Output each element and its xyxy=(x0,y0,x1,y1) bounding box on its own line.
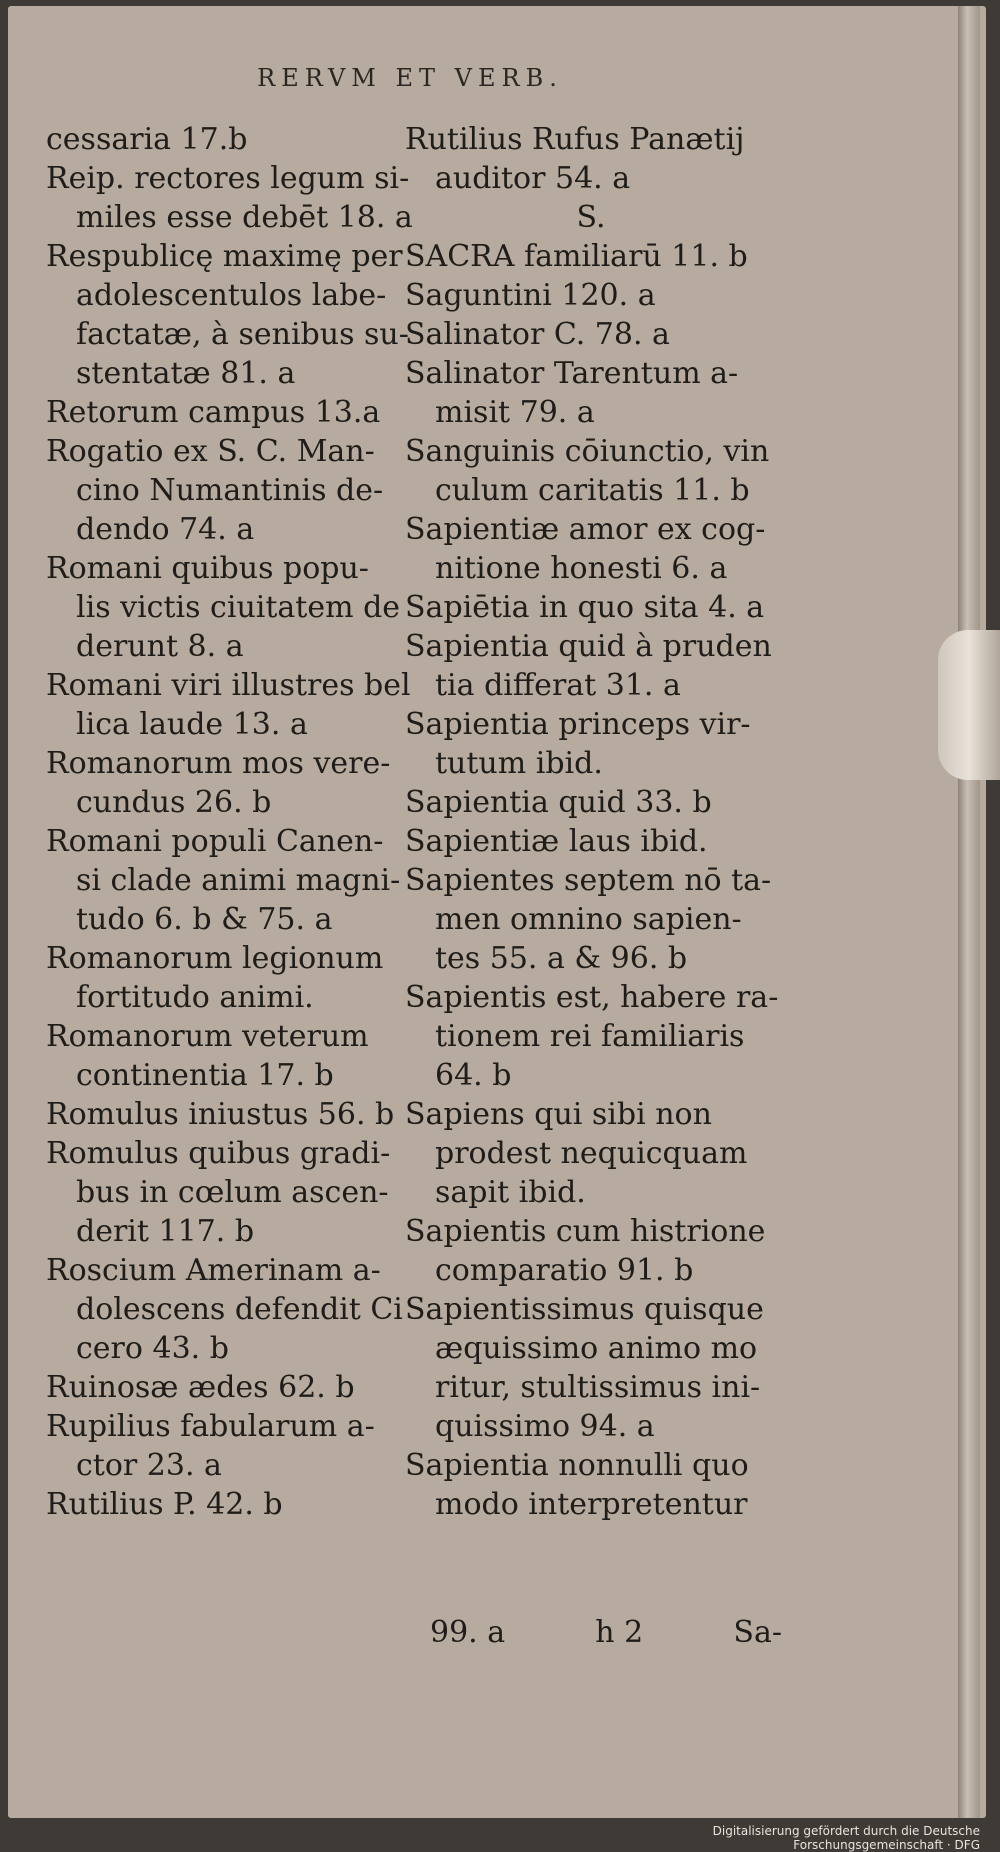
index-entry-line: Retorum campus 13.a xyxy=(46,395,381,430)
index-entry-line: Rogatio ex S. C. Man- xyxy=(46,434,375,469)
index-entry-line: Sapientia nonnulli quo xyxy=(405,1448,749,1483)
digitization-credit: Digitalisierung gefördert durch die Deutsche Forschungsgemeinschaft · DFG xyxy=(712,1824,980,1852)
index-entry-line: S. xyxy=(576,200,606,235)
index-entry-line: Romanorum legionum xyxy=(46,941,384,976)
index-entry-line: stentatæ 81. a xyxy=(76,356,296,391)
index-entry-line: ctor 23. a xyxy=(76,1448,222,1483)
index-entry-line: 64. b xyxy=(435,1058,512,1093)
index-entry-line: cino Numantinis de- xyxy=(76,473,384,508)
index-entry xyxy=(46,822,401,939)
index-entry xyxy=(405,783,777,822)
index-entry-line: cessaria 17.b xyxy=(46,122,248,157)
index-entry-line: tia differat 31. a xyxy=(435,668,681,703)
index-entry-line: tionem rei familiaris xyxy=(435,1019,745,1054)
index-entry xyxy=(405,705,777,783)
index-entry xyxy=(46,744,391,822)
index-entry-line: SACRA familiarū 11. b xyxy=(405,239,748,274)
index-entry-line: sapit ibid. xyxy=(435,1175,586,1210)
page-footer xyxy=(430,1615,782,1650)
index-entry-line: cero 43. b xyxy=(76,1331,229,1366)
index-entry xyxy=(405,627,777,705)
index-entry-line: tes 55. a & 96. b xyxy=(435,941,688,976)
index-entry-line: cundus 26. b xyxy=(76,785,272,820)
index-entry-line: Sapientis est, habere ra- xyxy=(405,980,779,1015)
index-entry xyxy=(405,354,777,432)
index-entry-line: Rutilius P. 42. b xyxy=(46,1487,283,1522)
index-entry xyxy=(405,822,777,861)
index-entry-line: misit 79. a xyxy=(435,395,595,430)
index-entry-line: Salinator C. 78. a xyxy=(405,317,670,352)
index-entry xyxy=(405,120,777,198)
signature-mark: h 2 xyxy=(595,1615,644,1650)
index-entry-line: quissimo 94. a xyxy=(435,1409,655,1444)
index-entry xyxy=(405,588,777,627)
index-entry-line: Reip. rectores legum si- xyxy=(46,161,410,196)
index-entry-line: æquissimo animo mo xyxy=(435,1331,758,1366)
index-entry xyxy=(405,315,777,354)
index-entry-line: prodest nequicquam xyxy=(435,1136,748,1171)
index-entry-line: dolescens defendit Ci xyxy=(76,1292,403,1327)
index-entry xyxy=(46,1095,395,1134)
index-entry-line: Respublicę maximę per xyxy=(46,239,403,274)
index-entry-line: Sapientiæ amor ex cog- xyxy=(405,512,766,547)
index-entry xyxy=(46,393,381,432)
index-entry xyxy=(405,1095,777,1212)
index-entry-line: fortitudo animi. xyxy=(76,980,314,1015)
index-entry-line: derunt 8. a xyxy=(76,629,244,664)
index-entry xyxy=(46,1368,376,1407)
index-entry xyxy=(46,549,401,666)
index-entry xyxy=(405,1212,777,1290)
index-entry xyxy=(46,1485,376,1524)
index-entry xyxy=(405,510,777,588)
index-entry xyxy=(46,237,409,393)
index-entry xyxy=(46,666,411,744)
index-entry-line: Rupilius fabularum a- xyxy=(46,1409,375,1444)
catchword: Sa- xyxy=(733,1615,782,1650)
index-entry-line: lis victis ciuitatem de xyxy=(76,590,401,625)
index-entry xyxy=(46,432,384,549)
index-entry-line: Sapiens qui sibi non xyxy=(405,1097,712,1132)
index-entry-line: derit 117. b xyxy=(76,1214,255,1249)
index-entry xyxy=(46,1407,376,1485)
index-entry-line: Sapientia princeps vir- xyxy=(405,707,751,742)
index-entry-line: culum caritatis 11. b xyxy=(435,473,750,508)
index-entry xyxy=(46,1134,391,1251)
index-entry xyxy=(46,159,413,237)
index-entry-line: si clade animi magni- xyxy=(76,863,401,898)
index-entry-line: Romanorum mos vere- xyxy=(46,746,391,781)
index-entry-line: tudo 6. b & 75. a xyxy=(76,902,333,937)
index-entry-line: Romani populi Canen- xyxy=(46,824,384,859)
index-entry-line: dendo 74. a xyxy=(76,512,255,547)
index-entry xyxy=(46,939,384,1017)
index-entry xyxy=(405,1446,777,1524)
index-entry xyxy=(405,861,777,978)
index-entry-line: lica laude 13. a xyxy=(76,707,308,742)
index-entry-line: Sapientis cum histrione xyxy=(405,1214,766,1249)
index-column-right xyxy=(405,120,777,1524)
index-entry xyxy=(405,1290,777,1446)
running-title: RERVM ET VERB. xyxy=(257,64,563,92)
index-entry xyxy=(405,198,777,237)
index-entry-line: adolescentulos labe- xyxy=(76,278,387,313)
index-column-left xyxy=(46,120,413,1524)
index-entry-line: Sapientissimus quisque xyxy=(405,1292,764,1327)
index-entry xyxy=(405,276,777,315)
index-entry-line: Romanorum veterum xyxy=(46,1019,369,1054)
index-entry-line: Sanguinis cōiunctio, vin xyxy=(405,434,770,469)
index-entry-line: Sapientiæ laus ibid. xyxy=(405,824,708,859)
footer-page-ref: 99. a xyxy=(430,1615,506,1650)
index-entry-line: Sapientes septem nō ta- xyxy=(405,863,772,898)
index-entry-line: Rutilius Rufus Panætij xyxy=(405,122,745,157)
index-entry-line: nitione honesti 6. a xyxy=(435,551,728,586)
index-entry xyxy=(405,432,777,510)
index-entry-line: Sapientia quid 33. b xyxy=(405,785,712,820)
index-entry-line: tutum ibid. xyxy=(435,746,603,781)
index-entry-line: Roscium Amerinam a- xyxy=(46,1253,381,1288)
index-entry-line: bus in cœlum ascen- xyxy=(76,1175,389,1210)
index-entry-line: Sapiētia in quo sita 4. a xyxy=(405,590,765,625)
index-entry xyxy=(405,978,777,1095)
index-entry-line: auditor 54. a xyxy=(435,161,631,196)
index-entry-line: men omnino sapien- xyxy=(435,902,742,937)
index-entry-line: continentia 17. b xyxy=(76,1058,334,1093)
index-entry-line: Romulus iniustus 56. b xyxy=(46,1097,395,1132)
index-entry-line: Romani viri illustres bel xyxy=(46,668,411,703)
index-entry-line: modo interpretentur xyxy=(435,1487,748,1522)
page-edge xyxy=(958,6,980,1818)
index-entry-line: Salinator Tarentum a- xyxy=(405,356,739,391)
index-entry xyxy=(46,1017,376,1095)
index-entry xyxy=(46,1251,403,1368)
book-clasp xyxy=(938,630,1000,780)
index-entry xyxy=(46,120,376,159)
index-entry-line: Sapientia quid à pruden xyxy=(405,629,772,664)
index-entry-line: Romulus quibus gradi- xyxy=(46,1136,391,1171)
index-entry-line: Romani quibus popu- xyxy=(46,551,369,586)
index-entry-line: ritur, stultissimus ini- xyxy=(435,1370,761,1405)
index-entry-line: miles esse debēt 18. a xyxy=(76,200,413,235)
index-entry-line: factatæ, à senibus su- xyxy=(76,317,409,352)
index-entry-line: comparatio 91. b xyxy=(435,1253,694,1288)
index-entry-line: Saguntini 120. a xyxy=(405,278,656,313)
index-entry xyxy=(405,237,777,276)
index-entry-line: Ruinosæ ædes 62. b xyxy=(46,1370,355,1405)
